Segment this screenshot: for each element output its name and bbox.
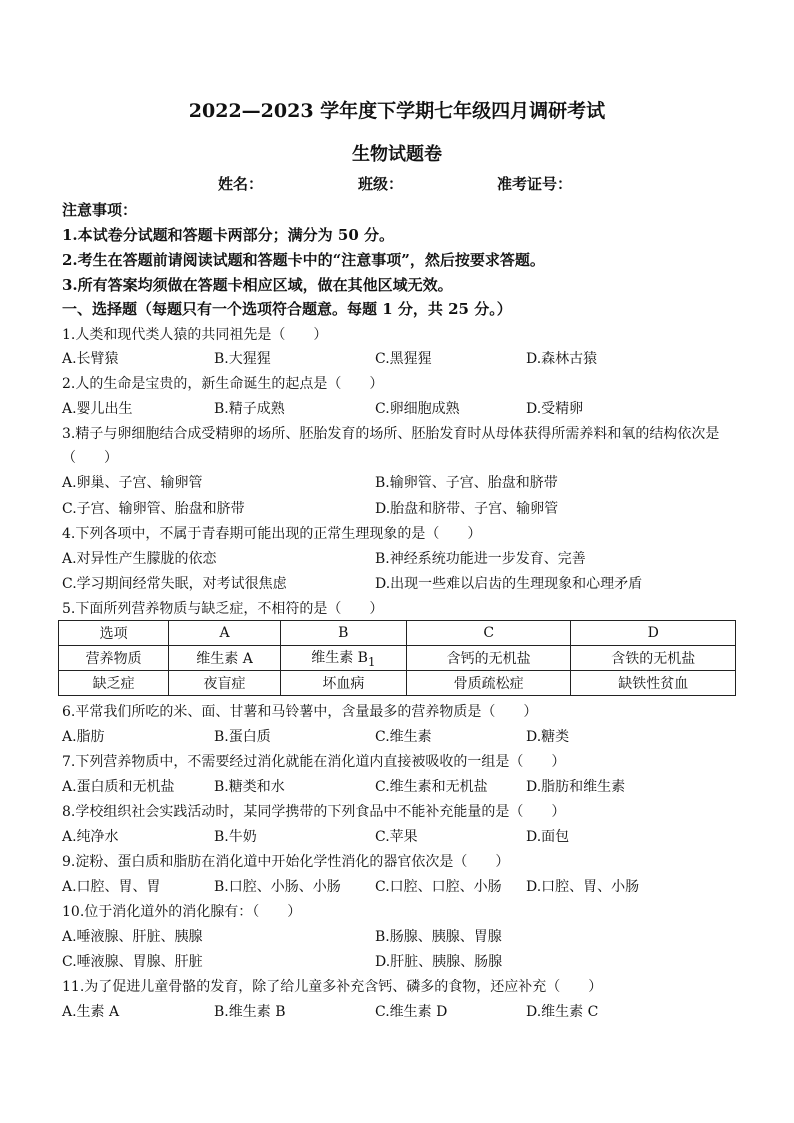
table-cell: 缺铁性贫血: [571, 671, 736, 696]
option-d: D.脂肪和维生素: [526, 779, 626, 795]
question-stem-continued: （ ）: [62, 450, 118, 466]
option-b: B.输卵管、子宫、胎盘和脐带: [375, 475, 558, 491]
table-cell: 坏血病: [280, 671, 406, 696]
option-c: C.口腔、口腔、小肠: [375, 879, 502, 895]
table-row: [59, 671, 736, 696]
table-row: [59, 621, 736, 646]
option-a: A.蛋白质和无机盐: [62, 779, 175, 795]
note-item-3: 3.所有答案均须做在答题卡相应区域，做在其他区域无效。: [62, 276, 453, 294]
question-stem: 10.位于消化道外的消化腺有：（ ）: [62, 904, 302, 920]
question-stem: 6.平常我们所吃的米、面、甘薯和马铃薯中，含量最多的营养物质是（ ）: [62, 704, 538, 720]
option-a: A.婴儿出生: [62, 401, 133, 417]
option-b: B.牛奶: [214, 829, 257, 845]
option-c: C.维生素 D: [375, 1004, 448, 1020]
table-cell: A: [169, 621, 280, 646]
nutrition-table: [58, 620, 736, 696]
question-stem: 7.下列营养物质中，不需要经过消化就能在消化道内直接被吸收的一组是（ ）: [62, 754, 566, 770]
table-cell: D: [571, 621, 736, 646]
option-b: B.肠腺、胰腺、胃腺: [375, 929, 502, 945]
option-c: C.维生素: [375, 729, 432, 745]
option-c: C.卵细胞成熟: [375, 401, 460, 417]
option-d: D.肝脏、胰腺、肠腺: [375, 954, 503, 970]
option-d: D.面包: [526, 829, 570, 845]
exam-number-label: 准考证号：: [497, 175, 573, 193]
table-cell: 含铁的无机盐: [571, 646, 736, 671]
option-d: D.出现一些难以启齿的生理现象和心理矛盾: [375, 576, 643, 592]
option-d: D.口腔、胃、小肠: [526, 879, 640, 895]
option-b: B.蛋白质: [214, 729, 271, 745]
option-b: B.大猩猩: [214, 351, 271, 367]
exam-title: 2022—2023 学年度下学期七年级四月调研考试: [188, 100, 606, 122]
table-cell: 夜盲症: [169, 671, 280, 696]
question-stem: 11.为了促进儿童骨骼的发育，除了给儿童多补充含钙、磷多的食物，还应补充（ ）: [62, 979, 603, 995]
option-c: C.子宫、输卵管、胎盘和脐带: [62, 501, 245, 517]
vitamin-b-subscript: 1: [367, 654, 376, 669]
table-cell: 选项: [59, 621, 169, 646]
option-a: A.对异性产生朦胧的依恋: [62, 551, 217, 567]
option-b: B.糖类和水: [214, 779, 285, 795]
table-row: [59, 646, 736, 671]
table-cell: 骨质疏松症: [406, 671, 571, 696]
option-a: A.脂肪: [62, 729, 105, 745]
option-b: B.维生素 B: [214, 1004, 286, 1020]
option-c: C.黑猩猩: [375, 351, 432, 367]
class-label: 班级：: [358, 175, 404, 193]
option-d: D.胎盘和脐带、子宫、输卵管: [375, 501, 559, 517]
option-a: A.卵巢、子宫、输卵管: [62, 475, 203, 491]
question-stem: 5.下面所列营养物质与缺乏症，不相符的是（ ）: [62, 601, 384, 617]
question-stem: 3.精子与卵细胞结合成受精卵的场所、胚胎发育的场所、胚胎发育时从母体获得所需养料和氧的结构依次是: [62, 426, 720, 442]
option-a: A.唾液腺、肝脏、胰腺: [62, 929, 203, 945]
table-cell: B: [280, 621, 406, 646]
option-a: A.生素 A: [62, 1004, 120, 1020]
table-cell: C: [406, 621, 571, 646]
option-a: A.纯净水: [62, 829, 119, 845]
table-cell: 维生素 A: [169, 646, 280, 671]
notes-heading: 注意事项：: [62, 201, 138, 219]
option-d: D.维生素 C: [526, 1004, 599, 1020]
option-c: C.维生素和无机盐: [375, 779, 488, 795]
name-label: 姓名：: [218, 175, 264, 193]
option-b: B.口腔、小肠、小肠: [214, 879, 341, 895]
question-stem: 1.人类和现代类人猿的共同祖先是（ ）: [62, 327, 328, 343]
option-d: D.森林古猿: [526, 351, 598, 367]
option-d: D.糖类: [526, 729, 570, 745]
question-stem: 9.淀粉、蛋白质和脂肪在消化道中开始化学性消化的器官依次是（ ）: [62, 854, 510, 870]
option-c: C.苹果: [375, 829, 418, 845]
note-item-1: 1.本试卷分试题和答题卡两部分；满分为 50 分。: [62, 226, 394, 244]
vitamin-b-text: 维生素 B: [311, 650, 368, 667]
table-cell: 缺乏症: [59, 671, 169, 696]
option-b: B.神经系统功能进一步发育、完善: [375, 551, 586, 567]
table-cell: 营养物质: [59, 646, 169, 671]
option-b: B.精子成熟: [214, 401, 285, 417]
option-a: A.长臂猿: [62, 351, 119, 367]
table-cell: [280, 646, 406, 671]
question-stem: 4.下列各项中，不属于青春期可能出现的正常生理现象的是（ ）: [62, 526, 482, 542]
exam-subtitle: 生物试题卷: [352, 144, 442, 165]
option-a: A.口腔、胃、胃: [62, 879, 161, 895]
note-item-2: 2.考生在答题前请阅读试题和答题卡中的“注意事项”，然后按要求答题。: [62, 251, 545, 269]
option-d: D.受精卵: [526, 401, 584, 417]
question-stem: 2.人的生命是宝贵的，新生命诞生的起点是（ ）: [62, 376, 384, 392]
section-heading: 一、选择题（每题只有一个选项符合题意。每题 1 分，共 25 分。）: [62, 300, 512, 318]
table-cell: 含钙的无机盐: [406, 646, 571, 671]
question-stem: 8.学校组织社会实践活动时，某同学携带的下列食品中不能补充能量的是（ ）: [62, 804, 566, 820]
option-c: C.学习期间经常失眠，对考试很焦虑: [62, 576, 287, 592]
option-c: C.唾液腺、胃腺、肝脏: [62, 954, 203, 970]
